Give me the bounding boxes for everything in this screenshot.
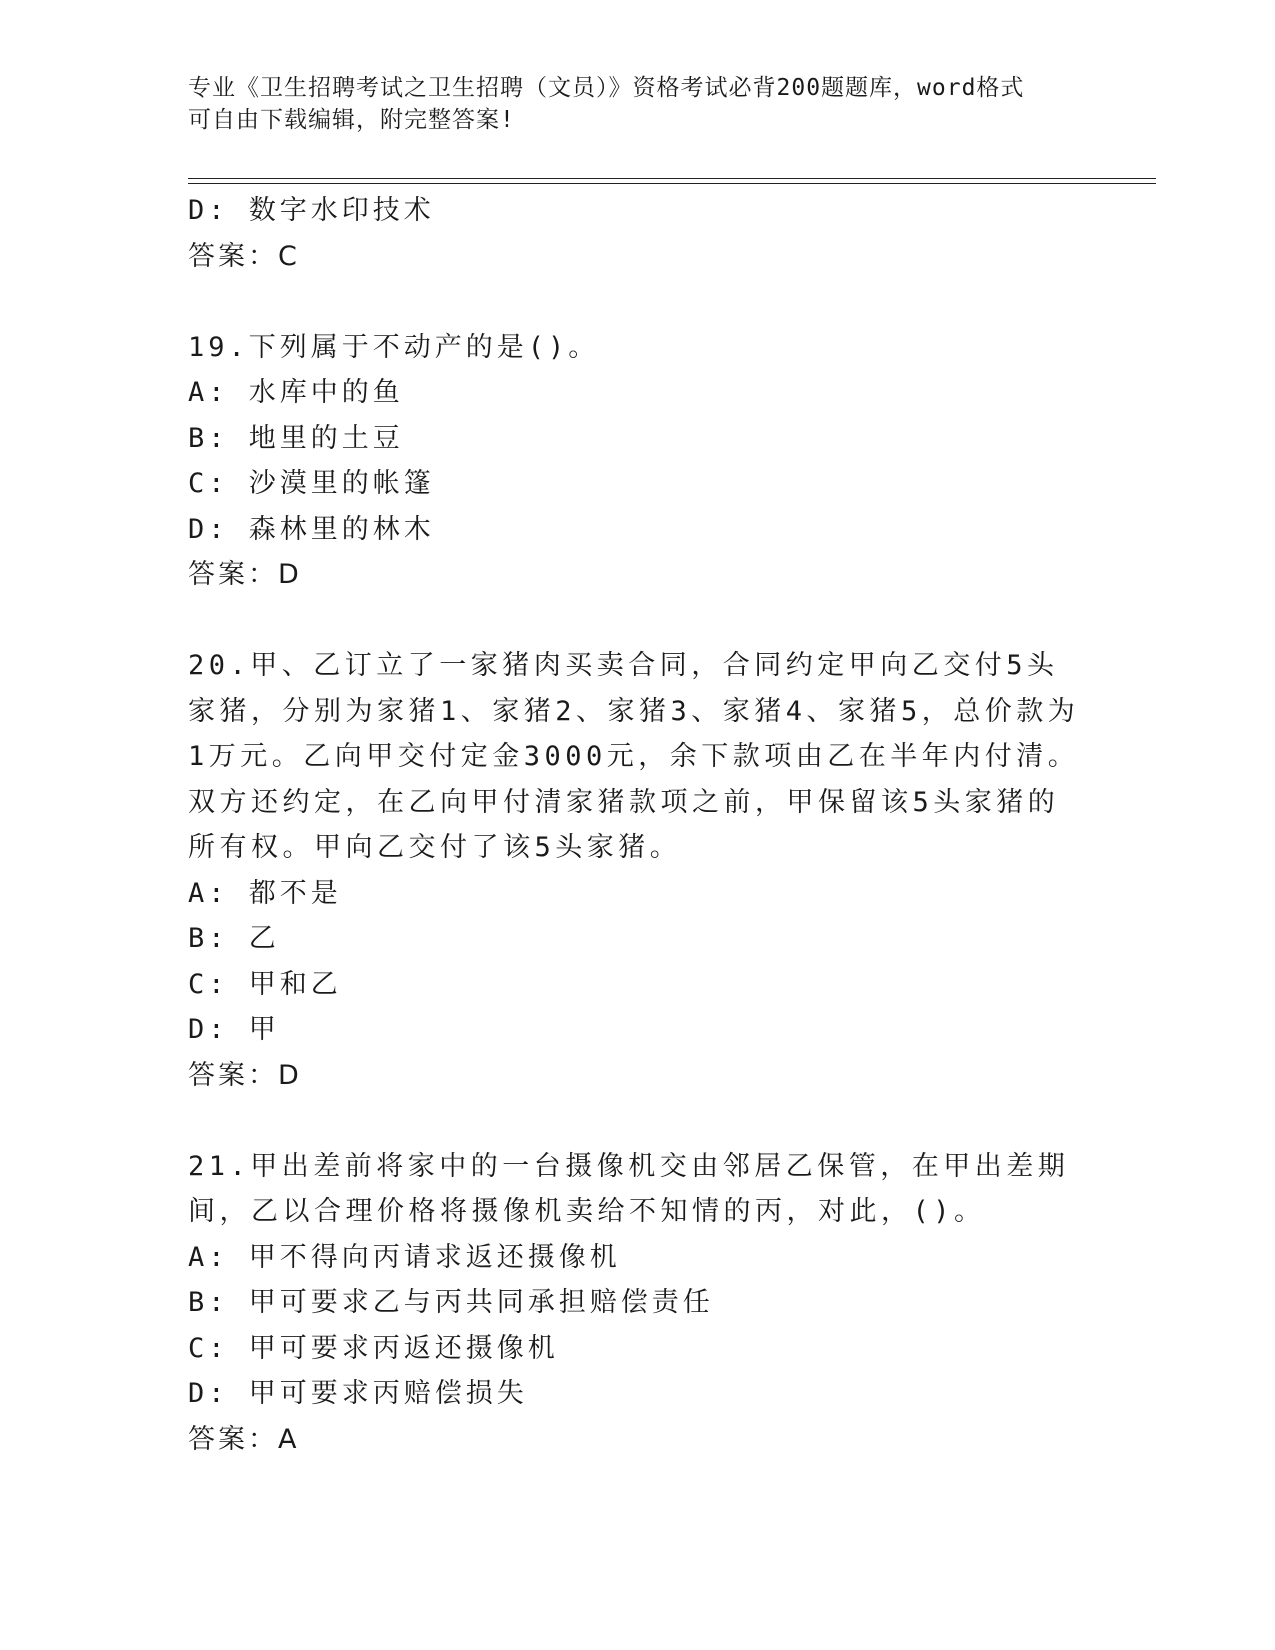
option-d: D: 森林里的林木 <box>188 513 435 545</box>
answer: 答案：C <box>188 240 300 272</box>
question-21 <box>188 1144 1088 1463</box>
answer: 答案：D <box>188 1059 302 1091</box>
spacer <box>188 279 1088 325</box>
question-text: 20.甲、乙订立了一家猪肉买卖合同，合同约定甲向乙交付5头家猪，分别为家猪1、家猪2、家猪3、家猪4、家猪5，总价款为1万元。乙向甲交付定金3000元，余下款项由乙在半年内付清。双方还约定，在乙向甲付清家猪款项之前，甲保留该5头家猪的所有权。甲向乙交付了该5头家猪。 <box>188 650 1080 863</box>
option-c: C: 沙漠里的帐篷 <box>188 468 435 499</box>
option-b: B: 甲可要求乙与丙共同承担赔偿责任 <box>188 1287 714 1318</box>
option-b: B: 地里的土豆 <box>188 422 404 454</box>
option-d: D: 数字水印技术 <box>188 195 435 226</box>
option-d: D: 甲 <box>188 1014 280 1045</box>
question-18-tail <box>188 188 1088 279</box>
question-20 <box>188 643 1088 1098</box>
document-body <box>188 188 1088 1462</box>
answer: 答案：A <box>188 1423 300 1455</box>
option-b: B: 乙 <box>188 923 280 954</box>
spacer <box>188 598 1088 644</box>
header-line-1: 专业《卫生招聘考试之卫生招聘（文员）》资格考试必背200题题库，word格式 <box>188 75 1025 101</box>
question-text: 19.下列属于不动产的是()。 <box>188 331 600 363</box>
answer: 答案：D <box>188 559 302 590</box>
question-text: 21.甲出差前将家中的一台摄像机交由邻居乙保管，在甲出差期间，乙以合理价格将摄像机卖给不知情的丙，对此，()。 <box>188 1150 1070 1227</box>
header-divider-top <box>188 178 1156 179</box>
option-a: A: 都不是 <box>188 877 342 909</box>
header-divider-bottom <box>188 183 1156 184</box>
header-line-2: 可自由下载编辑，附完整答案! <box>188 107 515 133</box>
option-a: A: 甲不得向丙请求返还摄像机 <box>188 1241 621 1273</box>
option-c: C: 甲和乙 <box>188 968 342 1000</box>
option-c: C: 甲可要求丙返还摄像机 <box>188 1332 559 1364</box>
option-a: A: 水库中的鱼 <box>188 377 404 408</box>
question-19 <box>188 325 1088 598</box>
document-header <box>188 72 1068 136</box>
spacer <box>188 1098 1088 1144</box>
option-d: D: 甲可要求丙赔偿损失 <box>188 1378 528 1409</box>
